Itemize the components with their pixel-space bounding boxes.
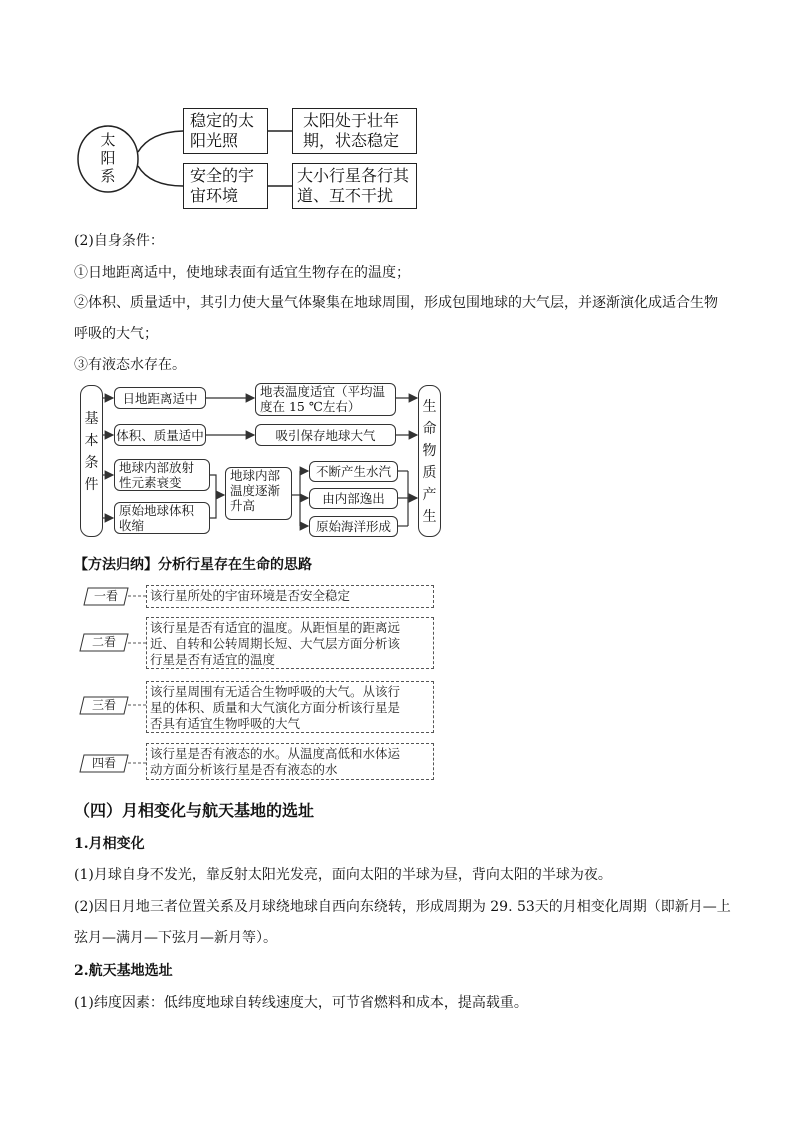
look-4-label: 四看 xyxy=(91,756,116,770)
moon-phase-heading: 1.月相变化 xyxy=(74,836,145,852)
stable-sunlight-box: 稳定的太 阳光照 xyxy=(183,108,268,154)
sun-earth-distance-box: 日地距离适中 xyxy=(114,387,206,409)
method-title: 【方法归纳】分析行星存在生命的思路 xyxy=(74,557,312,573)
section-4-title: （四）月相变化与航天基地的选址 xyxy=(74,801,315,820)
moon-phase-p2b: 弦月—满月—下弦月—新月等）。 xyxy=(74,930,277,946)
sun-prime-box: 太阳处于壮年 期，状态稳定 xyxy=(292,108,417,154)
life-origin-label: 生 命 物 质 产 生 xyxy=(418,385,441,537)
self-conditions-title: (2)自身条件： xyxy=(74,233,164,249)
ocean-formation-box: 原始海洋形成 xyxy=(309,516,398,537)
look-3-text: 该行星周围有无适合生物呼吸的大气。从该行 星的体积、质量和大气演化方面分析该行星是 否具有适宜生物呼吸的大气 xyxy=(146,681,434,733)
self-condition-3: ③有液态水存在。 xyxy=(74,357,186,373)
launch-site-p1: (1)纬度因素：低纬度地球自转线速度大，可节省燃料和成本，提高载重。 xyxy=(74,995,528,1011)
internal-temperature-box: 地球内部 温度逐渐 升高 xyxy=(225,467,292,520)
look-1-text: 该行星所处的宇宙环境是否安全稳定 xyxy=(146,585,434,608)
solar-system-circle-label: 太 阳 系 xyxy=(100,131,116,185)
look-3-label: 三看 xyxy=(91,698,116,712)
moon-phase-p1: (1)月球自身不发光，靠反射太阳光发亮，面向太阳的半球为昼，背向太阳的半球为夜。 xyxy=(74,867,612,883)
surface-temperature-box: 地表温度适宜（平均温 度在 15 ℃左右） xyxy=(255,383,396,416)
volume-mass-box: 体积、质量适中 xyxy=(114,424,206,446)
escape-interior-box: 由内部逸出 xyxy=(309,488,398,509)
look-2-text: 该行星是否有适宜的温度。从距恒星的距离远 近、自转和公转周期长短、大气层方面分析该 行星是否有适宜的温度 xyxy=(146,617,434,669)
basic-conditions-label: 基 本 条 件 xyxy=(80,385,103,537)
launch-site-heading: 2.航天基地选址 xyxy=(74,963,173,979)
atmosphere-retention-box: 吸引保存地球大气 xyxy=(255,424,396,446)
self-condition-2b: 呼吸的大气； xyxy=(74,326,158,342)
self-condition-1: ①日地距离适中，使地球表面有适宜生物存在的温度； xyxy=(74,265,410,281)
self-condition-2a: ②体积、质量适中，其引力使大量气体聚集在地球周围，形成包围地球的大气层，并逐渐演化成适合生物 xyxy=(74,295,718,311)
look-1-label: 一看 xyxy=(93,589,118,603)
look-4-text: 该行星是否有液态的水。从温度高低和水体运 动方面分析该行星是否有液态的水 xyxy=(146,743,434,780)
moon-phase-p2a: (2)因日月地三者位置关系及月球绕地球自西向东绕转，形成周期为 29. 53天的月相变化周期（即新月—上 xyxy=(74,899,731,915)
safe-universe-box: 安全的宇 宙环境 xyxy=(183,163,268,209)
radioactive-decay-box: 地球内部放射 性元素衰变 xyxy=(114,459,210,491)
water-vapor-box: 不断产生水汽 xyxy=(309,461,398,482)
earth-contraction-box: 原始地球体积 收缩 xyxy=(114,502,210,534)
look-2-label: 二看 xyxy=(91,635,116,649)
planets-orbit-box: 大小行星各行其 道、互不干扰 xyxy=(292,163,417,209)
